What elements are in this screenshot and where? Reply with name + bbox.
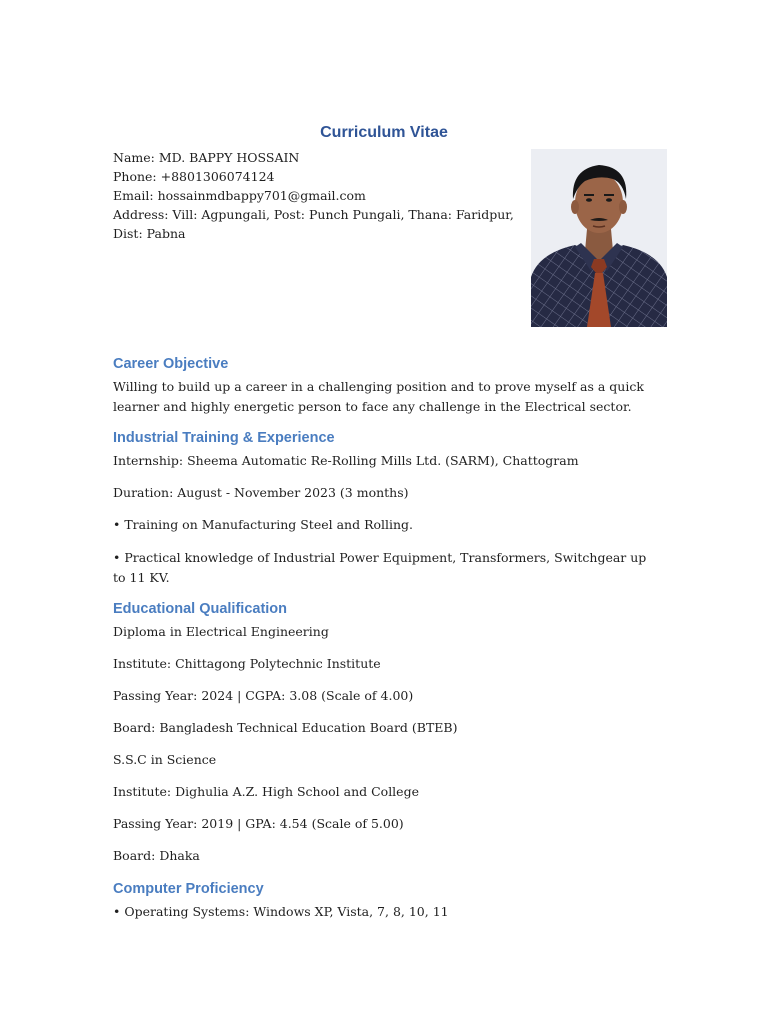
computer-bullet-os: • Operating Systems: Windows XP, Vista, 7, 8, 10, 11 [113, 904, 449, 919]
training-bullet-steel: • Training on Manufacturing Steel and Rolling. [113, 517, 414, 532]
contact-name: Name: MD. BAPPY HOSSAIN [113, 150, 300, 165]
training-internship: Internship: Sheema Automatic Re-Rolling Mills Ltd. (SARM), Chattogram [113, 453, 579, 468]
education-item: Passing Year: 2024 | CGPA: 3.08 (Scale of 4.00) [113, 688, 414, 703]
education-heading: Educational Qualification [113, 601, 288, 617]
education-item: S.S.C in Science [113, 752, 217, 767]
computer-heading: Computer Proficiency [113, 881, 264, 897]
education-item: Diploma in Electrical Engineering [113, 624, 329, 639]
career-objective-text: Willing to build up a career in a challenging position and to prove myself as a quick learner and highly energetic person to face any challenge in the Electrical sector. [113, 379, 644, 414]
education-item: Institute: Dighulia A.Z. High School and College [113, 784, 419, 799]
education-item: Institute: Chittagong Polytechnic Institute [113, 656, 381, 671]
contact-address-district: Dist: Pabna [113, 226, 186, 241]
contact-phone: Phone: +8801306074124 [113, 169, 275, 184]
training-bullet-power: • Practical knowledge of Industrial Power Equipment, Transformers, Switchgear up to 11 KV. [113, 550, 647, 585]
contact-email: Email: hossainmdbappy701@gmail.com [113, 188, 366, 203]
training-heading: Industrial Training & Experience [113, 430, 335, 446]
page-title: Curriculum Vitae [320, 124, 448, 141]
profile-photo [531, 149, 667, 327]
education-item: Passing Year: 2019 | GPA: 4.54 (Scale of 5.00) [113, 816, 404, 831]
education-item: Board: Dhaka [113, 848, 200, 863]
training-duration: Duration: August - November 2023 (3 months) [113, 485, 409, 500]
contact-address: Address: Vill: Agpungali, Post: Punch Pungali, Thana: Faridpur, [113, 207, 514, 222]
education-item: Board: Bangladesh Technical Education Board (BTEB) [113, 720, 458, 735]
career-objective-heading: Career Objective [113, 356, 229, 372]
profile-photo-image [531, 149, 667, 327]
